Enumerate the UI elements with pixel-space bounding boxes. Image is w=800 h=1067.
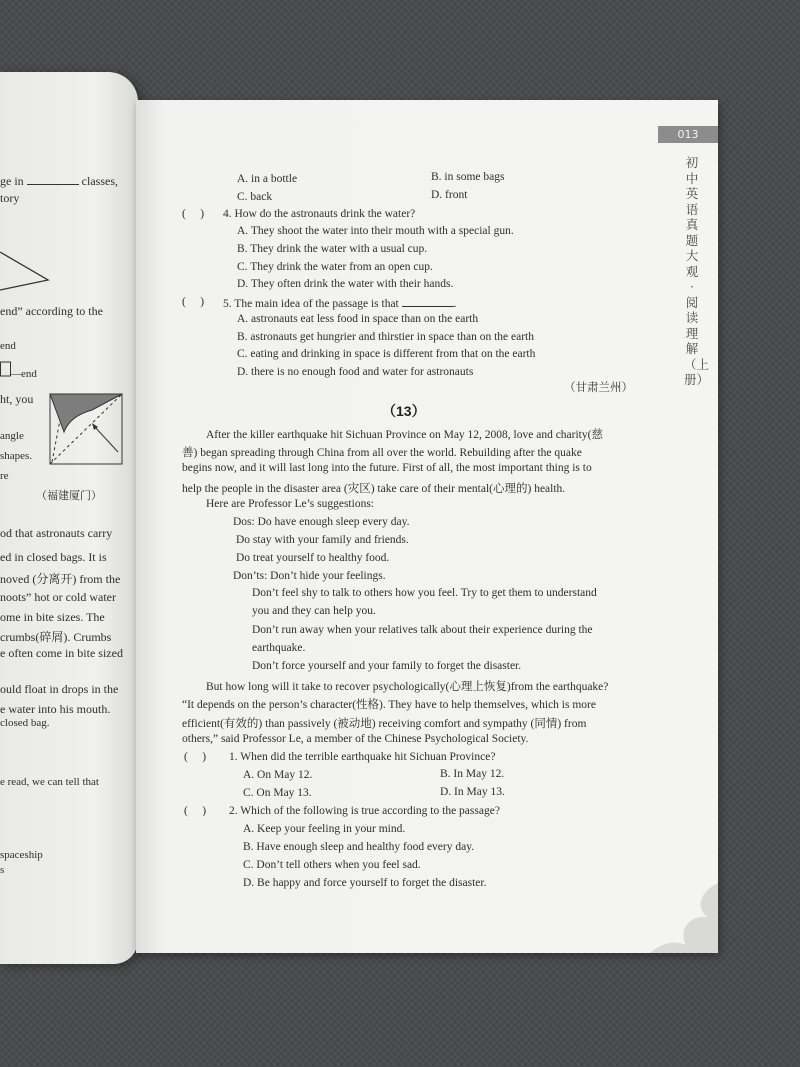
left-line: angle	[0, 430, 24, 442]
left-line: end” according to the	[0, 304, 103, 318]
left-line: end	[0, 340, 16, 352]
passage-line: Here are Professor Le’s suggestions:	[206, 498, 374, 510]
section-heading: （13）	[382, 403, 426, 419]
triangle-figure	[0, 242, 60, 292]
passage-line: Do stay with your family and friends.	[236, 534, 409, 546]
left-line: closed bag.	[0, 717, 50, 729]
left-line: spaceship	[0, 849, 43, 861]
left-line: noved (分离开) from the	[0, 572, 121, 586]
option-c: C. back	[237, 191, 273, 203]
option: B. astronauts get hungrier and thirstier in space than on the earth	[237, 331, 534, 343]
answer-paren[interactable]: ( )	[184, 751, 207, 763]
page-number: 013	[658, 126, 718, 143]
left-line: e often come in bite sized	[0, 646, 123, 660]
passage-line: After the killer earthquake hit Sichuan Province on May 12, 2008, love and charity(慈	[206, 429, 603, 441]
left-line: ge in classes,	[0, 174, 118, 188]
left-line: tory	[0, 191, 20, 205]
passage-line: “It depends on the person’s character(性格). They have to help themselves, which is more	[182, 699, 596, 711]
corner-swirl-decoration	[638, 873, 718, 953]
left-line: re	[0, 470, 9, 482]
left-line: ed in closed bags. It is	[0, 550, 107, 564]
left-line: ht, you	[0, 392, 34, 406]
passage-line: you and they can help you.	[252, 605, 376, 617]
question-stem: 5. The main idea of the passage is that .	[223, 298, 457, 310]
passage-line: Don’t force yourself and your family to forget the disaster.	[252, 660, 522, 672]
option-b: B. In May 12.	[440, 768, 505, 780]
option: B. Have enough sleep and healthy food every day.	[243, 841, 475, 853]
option-b: B. in some bags	[431, 171, 505, 183]
passage-line: Don’t run away when your relatives talk about their experience during the	[252, 624, 593, 636]
passage-line: 善) began spreading through China from all over the world. Rebuilding after the quake	[182, 447, 582, 459]
left-line: shapes.	[0, 450, 33, 462]
left-line: e read, we can tell that	[0, 776, 99, 788]
option-d: D. In May 13.	[440, 786, 505, 798]
passage-line: begins now, and it will last long into the future. First of all, the most important thing is to	[182, 462, 592, 474]
passage-line: Don’t feel shy to talk to others how you feel. Try to get them to understand	[252, 587, 597, 599]
question-stem: 2. Which of the following is true according to the passage?	[229, 805, 500, 817]
left-line: noots” hot or cold water	[0, 590, 116, 604]
passage-line: efficient(有效的) than passively (被动地) receiving comfort and sympathy (同情) from	[182, 718, 587, 730]
left-page	[0, 72, 138, 964]
option: A. astronauts eat less food in space than on the earth	[237, 313, 479, 325]
option: C. They drink the water from an open cup.	[237, 261, 433, 273]
left-source: （福建厦门）	[36, 490, 102, 502]
source-note: （甘肃兰州）	[564, 382, 633, 394]
question-stem: 4. How do the astronauts drink the water?	[223, 208, 416, 220]
answer-blank[interactable]	[27, 174, 79, 185]
right-page	[136, 100, 718, 953]
option-d: D. front	[431, 189, 468, 201]
side-title: 初中英语真题大观·阅读理解（上册）	[684, 156, 710, 387]
option: D. They often drink the water with their hands.	[237, 278, 454, 290]
left-line: e water into his mouth.	[0, 702, 111, 716]
left-line: od that astronauts carry	[0, 526, 113, 540]
passage-line: But how long will it take to recover psychologically(心理上恢复)from the earthquake?	[206, 681, 609, 693]
answer-paren[interactable]: ( )	[182, 208, 205, 220]
passage-line: Dos: Do have enough sleep every day.	[233, 516, 410, 528]
left-line: crumbs(碎屑). Crumbs	[0, 630, 112, 644]
option: C. Don’t tell others when you feel sad.	[243, 859, 421, 871]
left-line: s	[0, 864, 5, 876]
answer-paren[interactable]: ( )	[184, 805, 207, 817]
passage-line: others,” said Professor Le, a member of the Chinese Psychological Society.	[182, 733, 529, 745]
option-a: A. in a bottle	[237, 173, 298, 185]
option-a: A. On May 12.	[243, 769, 313, 781]
option: A. Keep your feeling in your mind.	[243, 823, 406, 835]
folding-diagram	[46, 390, 126, 468]
option-c: C. On May 13.	[243, 787, 312, 799]
option: D. there is no enough food and water for astronauts	[237, 366, 474, 378]
passage-line: Don’ts: Don’t hide your feelings.	[233, 570, 386, 582]
option: C. eating and drinking in space is different from that on the earth	[237, 348, 536, 360]
option: B. They drink the water with a usual cup.	[237, 243, 428, 255]
left-line: ome in bite sizes. The	[0, 610, 105, 624]
question-stem: 1. When did the terrible earthquake hit Sichuan Province?	[229, 751, 496, 763]
left-line: ould float in drops in the	[0, 682, 119, 696]
answer-blank[interactable]	[402, 296, 454, 307]
option: A. They shoot the water into their mouth with a special gun.	[237, 225, 514, 237]
answer-paren[interactable]: ( )	[182, 296, 205, 308]
passage-line: earthquake.	[252, 642, 306, 654]
left-line: —end	[10, 368, 37, 380]
passage-line: help the people in the disaster area (灾区) take care of their mental(心理的) health.	[182, 483, 566, 495]
passage-line: Do treat yourself to healthy food.	[236, 552, 390, 564]
option: D. Be happy and force yourself to forget the disaster.	[243, 877, 487, 889]
